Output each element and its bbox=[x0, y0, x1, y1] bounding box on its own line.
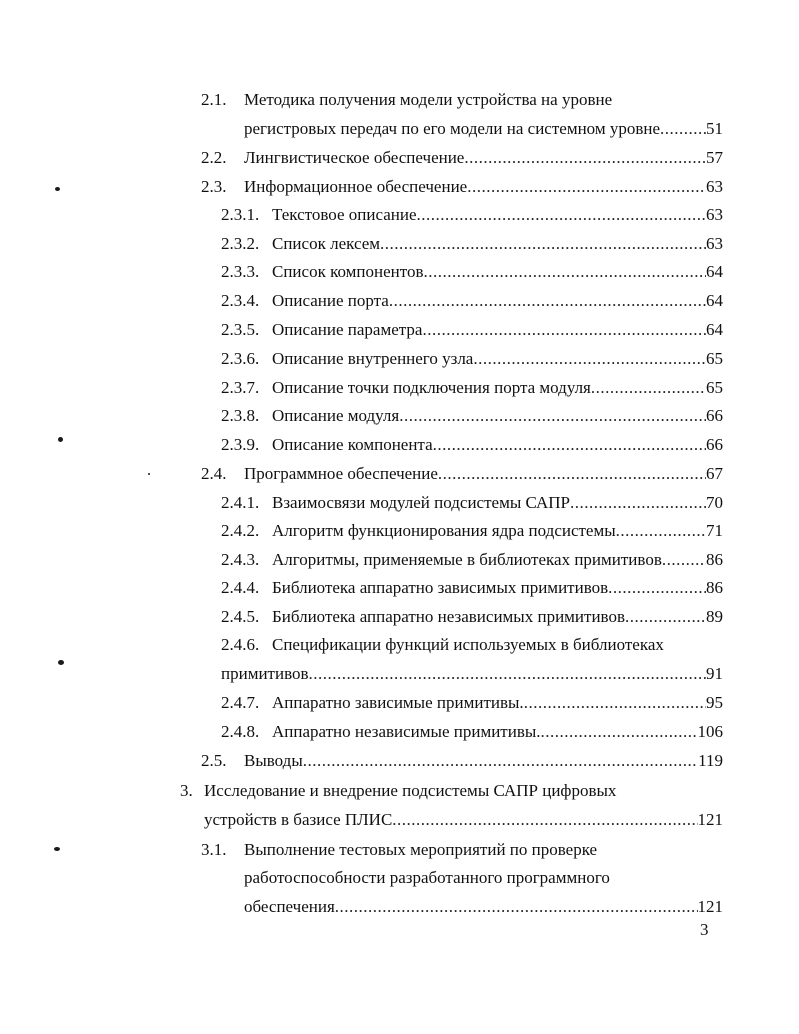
toc-line bbox=[0, 810, 799, 830]
toc-entry-number: 2.4.4. bbox=[221, 578, 260, 597]
toc-page-number: 95 bbox=[706, 693, 723, 712]
toc-line bbox=[0, 897, 799, 917]
toc-entry-number: 2.4.2. bbox=[221, 521, 260, 540]
dot-leader bbox=[616, 521, 706, 541]
toc-line bbox=[0, 607, 799, 627]
toc-entry-title: Список компонентов bbox=[272, 262, 424, 281]
toc-entry-title: Текстовое описание bbox=[272, 205, 417, 224]
dot-leader bbox=[389, 291, 706, 311]
toc-page-number: 119 bbox=[698, 751, 723, 770]
scan-speck bbox=[54, 847, 60, 851]
toc-entry-number: 2.3.5. bbox=[221, 320, 260, 339]
toc-entry-number: 2.3.9. bbox=[221, 435, 260, 454]
toc-line bbox=[0, 234, 799, 254]
toc-page-number: 66 bbox=[706, 406, 723, 425]
toc-entry-number: 2.3.4. bbox=[221, 291, 260, 310]
toc-page-number: 91 bbox=[706, 664, 723, 683]
toc-entry-title: регистровых передач по его модели на системном уровне bbox=[244, 119, 661, 138]
dot-leader bbox=[473, 349, 706, 369]
toc-entry-number: 2.3.1. bbox=[221, 205, 260, 224]
toc-entry-title: Аппаратно независимые примитивы. bbox=[272, 722, 541, 741]
toc-entry-title: устройств в базисе ПЛИС bbox=[204, 810, 393, 829]
toc-entry-title: работоспособности разработанного программного bbox=[244, 868, 610, 887]
toc-line bbox=[0, 781, 799, 801]
toc-line bbox=[0, 148, 799, 168]
toc-entry-title: Исследование и внедрение подсистемы САПР цифровых bbox=[204, 781, 617, 800]
toc-line bbox=[0, 868, 799, 888]
page-number: 3 bbox=[700, 920, 709, 939]
dot-leader bbox=[380, 234, 706, 254]
toc-page-number: 63 bbox=[706, 234, 723, 253]
toc-page-number: 64 bbox=[706, 291, 723, 310]
toc-entry-number: 2.4.7. bbox=[221, 693, 260, 712]
toc-entry-number: 2.3.3. bbox=[221, 262, 260, 281]
toc-entry-title: Описание компонента bbox=[272, 435, 433, 454]
dot-leader bbox=[392, 810, 697, 830]
dot-leader bbox=[464, 148, 706, 168]
toc-entry-title: Описание порта bbox=[272, 291, 389, 310]
toc-entry-number: 2.2. bbox=[201, 148, 227, 167]
toc-entry-title: Описание внутреннего узла bbox=[272, 349, 474, 368]
toc-line bbox=[0, 205, 799, 225]
toc-line bbox=[0, 177, 799, 197]
toc-entry-number: 3. bbox=[180, 781, 193, 800]
toc-line bbox=[0, 291, 799, 311]
toc-line bbox=[0, 664, 799, 684]
toc-entry-number: 2.3.2. bbox=[221, 234, 260, 253]
dot-leader bbox=[433, 435, 706, 455]
toc-page-number: 86 bbox=[706, 550, 723, 569]
toc-entry-number: 2.4. bbox=[201, 464, 227, 483]
toc-page-number: 66 bbox=[706, 435, 723, 454]
toc-entry-title: Описание параметра bbox=[272, 320, 423, 339]
toc-page-number: 65 bbox=[706, 378, 723, 397]
toc-line bbox=[0, 550, 799, 570]
toc-page-number: 71 bbox=[706, 521, 723, 540]
dot-leader bbox=[625, 607, 706, 627]
toc-entry-title: Лингвистическое обеспечение bbox=[244, 148, 465, 167]
toc-page-number: 106 bbox=[697, 722, 723, 741]
toc-line bbox=[0, 320, 799, 340]
scan-speck bbox=[58, 660, 64, 665]
toc-line bbox=[0, 693, 799, 713]
toc-page-number: 89 bbox=[706, 607, 723, 626]
toc-page-number: 121 bbox=[697, 897, 723, 916]
toc-entry-title: Методика получения модели устройства на уровне bbox=[244, 90, 613, 109]
toc-entry-number: 2.3.6. bbox=[221, 349, 260, 368]
toc-page-number: 64 bbox=[706, 320, 723, 339]
toc-entry-number: 2.4.8. bbox=[221, 722, 260, 741]
toc-entry-title: Список лексем bbox=[272, 234, 381, 253]
dot-leader bbox=[591, 378, 706, 398]
toc-entry-number: 2.4.3. bbox=[221, 550, 260, 569]
scan-speck bbox=[55, 187, 60, 191]
dot-leader bbox=[438, 464, 706, 484]
dot-leader bbox=[399, 406, 706, 426]
toc-entry-number: 2.3. bbox=[201, 177, 227, 196]
toc-entry-title: Описание модуля bbox=[272, 406, 400, 425]
toc-page-number: 63 bbox=[706, 177, 723, 196]
toc-entry-title: обеспечения bbox=[244, 897, 335, 916]
toc-entry-number: 2.4.1. bbox=[221, 493, 260, 512]
dot-leader bbox=[335, 897, 698, 917]
toc-page-number: 70 bbox=[706, 493, 723, 512]
dot-leader bbox=[608, 578, 706, 598]
toc-entry-number: 2.1. bbox=[201, 90, 227, 109]
toc-line bbox=[0, 90, 799, 110]
dot-leader bbox=[570, 493, 706, 513]
dot-leader bbox=[541, 722, 698, 742]
dot-leader bbox=[303, 751, 698, 771]
toc-line bbox=[0, 493, 799, 513]
toc-line bbox=[0, 751, 799, 771]
toc-line bbox=[0, 722, 799, 742]
toc-entry-title: примитивов bbox=[221, 664, 309, 683]
toc-entry-number: 3.1. bbox=[201, 840, 227, 859]
toc-entry-number: 2.4.6. bbox=[221, 635, 260, 654]
toc-entry-title: Спецификации функций используемых в библиотеках bbox=[272, 635, 664, 654]
toc-entry-number: 2.3.7. bbox=[221, 378, 260, 397]
toc-entry-title: Алгоритм функционирования ядра подсистемы bbox=[272, 521, 616, 540]
toc-line bbox=[0, 435, 799, 455]
toc-entry-title: Выводы bbox=[244, 751, 303, 770]
toc-page-number: 86 bbox=[706, 578, 723, 597]
toc-page-number: 121 bbox=[697, 810, 723, 829]
toc-page-number: 65 bbox=[706, 349, 723, 368]
toc-entry-title: Программное обеспечение bbox=[244, 464, 438, 483]
toc-line bbox=[0, 840, 799, 860]
toc-line bbox=[0, 349, 799, 369]
dot-leader bbox=[662, 550, 706, 570]
toc-entry-title: Алгоритмы, применяемые в библиотеках примитивов bbox=[272, 550, 662, 569]
toc-line bbox=[0, 262, 799, 282]
toc-line bbox=[0, 406, 799, 426]
toc-line bbox=[0, 119, 799, 139]
scan-speck bbox=[148, 473, 150, 475]
dot-leader bbox=[309, 664, 706, 684]
toc-line bbox=[0, 521, 799, 541]
toc-entry-title: Описание точки подключения порта модуля bbox=[272, 378, 591, 397]
toc-entry-number: 2.3.8. bbox=[221, 406, 260, 425]
dot-leader bbox=[417, 205, 706, 225]
dot-leader bbox=[524, 693, 706, 713]
dot-leader bbox=[467, 177, 706, 197]
toc-page-number: 63 bbox=[706, 205, 723, 224]
dot-leader bbox=[422, 320, 706, 340]
toc-line bbox=[0, 635, 799, 655]
toc-page-number: 51 bbox=[706, 119, 723, 138]
toc-entry-title: Аппаратно зависимые примитивы. bbox=[272, 693, 524, 712]
dot-leader bbox=[660, 119, 706, 139]
toc-line bbox=[0, 378, 799, 398]
toc-line bbox=[0, 464, 799, 484]
toc-entry-number: 2.4.5. bbox=[221, 607, 260, 626]
toc-entry-title: Информационное обеспечение bbox=[244, 177, 468, 196]
toc-entry-title: Библиотека аппаратно зависимых примитивов bbox=[272, 578, 609, 597]
toc-entry-title: Библиотека аппаратно независимых примитивов bbox=[272, 607, 625, 626]
toc-entry-number: 2.5. bbox=[201, 751, 227, 770]
toc-page-number: 57 bbox=[706, 148, 723, 167]
scan-speck bbox=[58, 437, 63, 442]
toc-entry-title: Выполнение тестовых мероприятий по проверке bbox=[244, 840, 598, 859]
toc-entry-title: Взаимосвязи модулей подсистемы САПР bbox=[272, 493, 571, 512]
dot-leader bbox=[424, 262, 707, 282]
toc-page-number: 67 bbox=[706, 464, 723, 483]
toc-page-number: 64 bbox=[706, 262, 723, 281]
toc-line bbox=[0, 578, 799, 598]
